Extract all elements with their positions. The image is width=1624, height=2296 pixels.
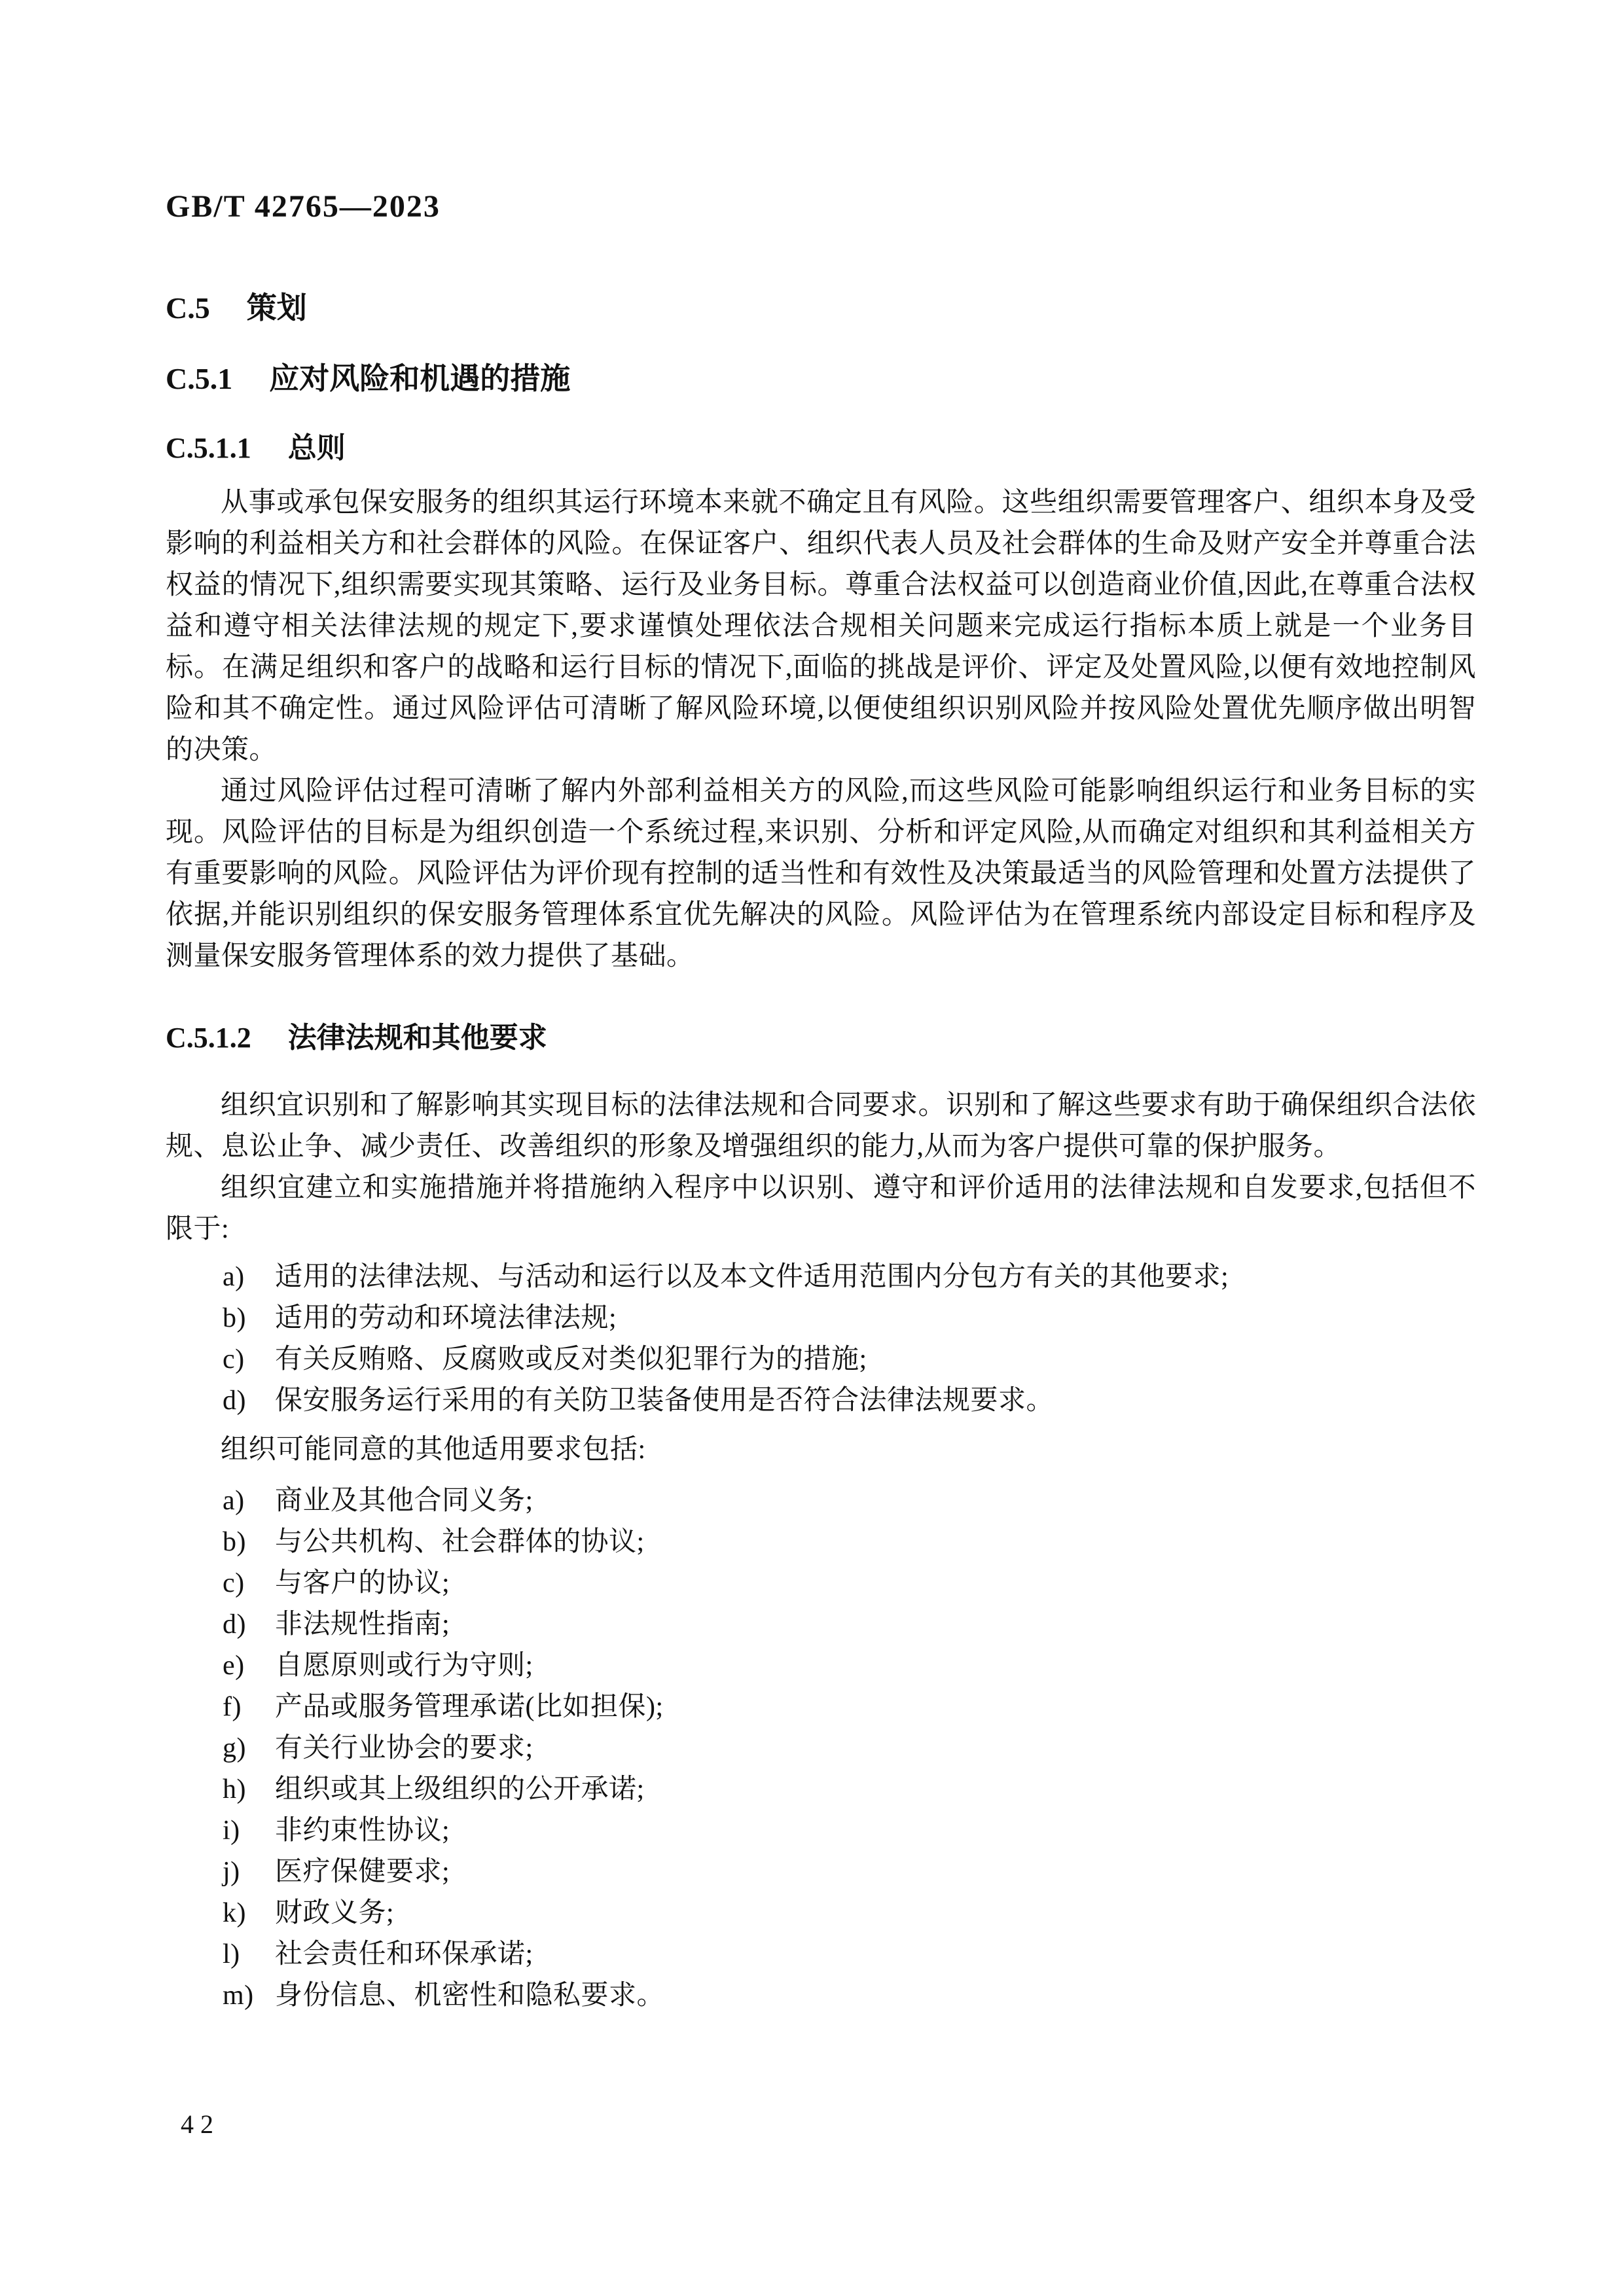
section-heading-c5 xyxy=(166,288,1476,328)
list-item-label: k) xyxy=(223,1898,246,1928)
list-item-label: i) xyxy=(223,1816,240,1846)
list-item xyxy=(166,1604,1476,1645)
section-number: C.5.1 xyxy=(166,362,233,395)
list-item-text: 医疗保健要求; xyxy=(275,1857,450,1887)
paragraph: 组织可能同意的其他适用要求包括: xyxy=(221,1435,646,1465)
list-item-label: c) xyxy=(223,1568,245,1598)
list-item-text: 自愿原则或行为守则; xyxy=(275,1651,533,1681)
list-item xyxy=(166,1687,1476,1728)
list-item xyxy=(166,1298,1476,1339)
list-item xyxy=(166,1380,1476,1422)
list-item-text: 与公共机构、社会群体的协议; xyxy=(275,1527,645,1557)
list-item xyxy=(166,1728,1476,1769)
section-title: 总则 xyxy=(287,432,346,464)
list-item-label: m) xyxy=(223,1981,254,2011)
list-item-text: 适用的法律法规、与活动和运行以及本文件适用范围内分包方有关的其他要求; xyxy=(275,1262,1229,1292)
standard-number-header: GB/T 42765—2023 xyxy=(166,189,441,224)
paragraph: 组织宜识别和了解影响其实现目标的法律法规和合同要求。识别和了解这些要求有助于确保组织合法依规、息讼止争、减少责任、改善组织的形象及增强组织的能力,从而为客户提供可靠的保护服务。 xyxy=(166,1090,1476,1162)
list-item xyxy=(166,1480,1476,1522)
list-item-text: 组织或其上级组织的公开承诺; xyxy=(275,1774,645,1804)
list-item xyxy=(166,1257,1476,1298)
section-number: C.5.1.2 xyxy=(166,1022,251,1054)
list-item-text: 社会责任和环保承诺; xyxy=(275,1939,533,1969)
paragraph: 组织宜建立和实施措施并将措施纳入程序中以识别、遵守和评价适用的法律法规和自发要求,包括但不限于: xyxy=(166,1173,1476,1244)
list-item xyxy=(166,1645,1476,1687)
list-item-label: l) xyxy=(223,1939,240,1969)
list-item xyxy=(166,1769,1476,1810)
list-item-label: h) xyxy=(223,1774,246,1804)
list-item-text: 与客户的协议; xyxy=(275,1568,450,1598)
list-item-label: d) xyxy=(223,1386,246,1416)
section-number: C.5 xyxy=(166,291,210,325)
page-number: 42 xyxy=(181,2109,220,2139)
list-item-text: 适用的劳动和环境法律法规; xyxy=(275,1303,617,1333)
list-item-label: d) xyxy=(223,1609,246,1640)
list-item xyxy=(166,1893,1476,1934)
list-item-label: a) xyxy=(223,1262,245,1292)
section-title: 策划 xyxy=(246,291,307,325)
list-item-text: 保安服务运行采用的有关防卫装备使用是否符合法律法规要求。 xyxy=(275,1386,1055,1416)
list-item-label: e) xyxy=(223,1651,245,1681)
list-item xyxy=(166,1563,1476,1604)
section-title: 法律法规和其他要求 xyxy=(287,1022,547,1054)
list-item-label: b) xyxy=(223,1527,246,1557)
list-item xyxy=(166,1852,1476,1893)
list-item xyxy=(166,1339,1476,1380)
list-item xyxy=(166,1975,1476,2017)
list-item xyxy=(166,1810,1476,1852)
list-item-label: a) xyxy=(223,1486,245,1516)
requirements-list xyxy=(166,1257,1476,1422)
list-item-text: 有关行业协会的要求; xyxy=(275,1733,533,1763)
paragraph: 通过风险评估过程可清晰了解内外部利益相关方的风险,而这些风险可能影响组织运行和业务目标的实现。风险评估的目标是为组织创造一个系统过程,来识别、分析和评定风险,从而确定对组织和其利益相关方有重要影响的风险。风险评估为评价现有控制的适当性和有效性及决策最适当的风险管理和处置方法提供了依据,并能识别组织的保安服务管理体系宜优先解决的风险。风险评估为在管理系统内部设定目标和程序及测量保安服务管理体系的效力提供了基础。 xyxy=(166,776,1476,971)
section-heading-c51 xyxy=(166,359,1476,399)
list-item-label: j) xyxy=(223,1857,240,1887)
list-item-text: 财政义务; xyxy=(275,1898,395,1928)
section-heading-c512 xyxy=(166,1018,1476,1058)
list-item-label: g) xyxy=(223,1733,246,1763)
section-heading-c511 xyxy=(166,429,1476,468)
list-item-label: c) xyxy=(223,1344,245,1374)
paragraph: 从事或承包保安服务的组织其运行环境本来就不确定且有风险。这些组织需要管理客户、组织本身及受影响的利益相关方和社会群体的风险。在保证客户、组织代表人员及社会群体的生命及财产安全并尊重合法权益的情况下,组织需要实现其策略、运行及业务目标。尊重合法权益可以创造商业价值,因此,在尊重合法权益和遵守相关法律法规的规定下,要求谨慎处理依法合规相关问题来完成运行指标本质上就是一个业务目标。在满足组织和客户的战略和运行目标的情况下,面临的挑战是评价、评定及处置风险,以便有效地控制风险和其不确定性。通过风险评估可清晰了解风险环境,以便使组织识别风险并按风险处置优先顺序做出明智的决策。 xyxy=(166,488,1476,765)
list-item-text: 非约束性协议; xyxy=(275,1816,450,1846)
list-item-text: 产品或服务管理承诺(比如担保); xyxy=(275,1692,664,1722)
list-item-label: f) xyxy=(223,1692,242,1722)
list-item-text: 商业及其他合同义务; xyxy=(275,1486,533,1516)
list-item-text: 非法规性指南; xyxy=(275,1609,450,1640)
section-title: 应对风险和机遇的措施 xyxy=(269,361,571,395)
section-number: C.5.1.1 xyxy=(166,432,251,464)
list-item-label: b) xyxy=(223,1303,246,1333)
other-requirements-list xyxy=(166,1480,1476,2017)
list-item-text: 身份信息、机密性和隐私要求。 xyxy=(275,1981,665,2011)
page-content xyxy=(166,0,1476,2017)
list-item xyxy=(166,1522,1476,1563)
list-item xyxy=(166,1934,1476,1975)
list-item-text: 有关反贿赂、反腐败或反对类似犯罪行为的措施; xyxy=(275,1344,867,1374)
